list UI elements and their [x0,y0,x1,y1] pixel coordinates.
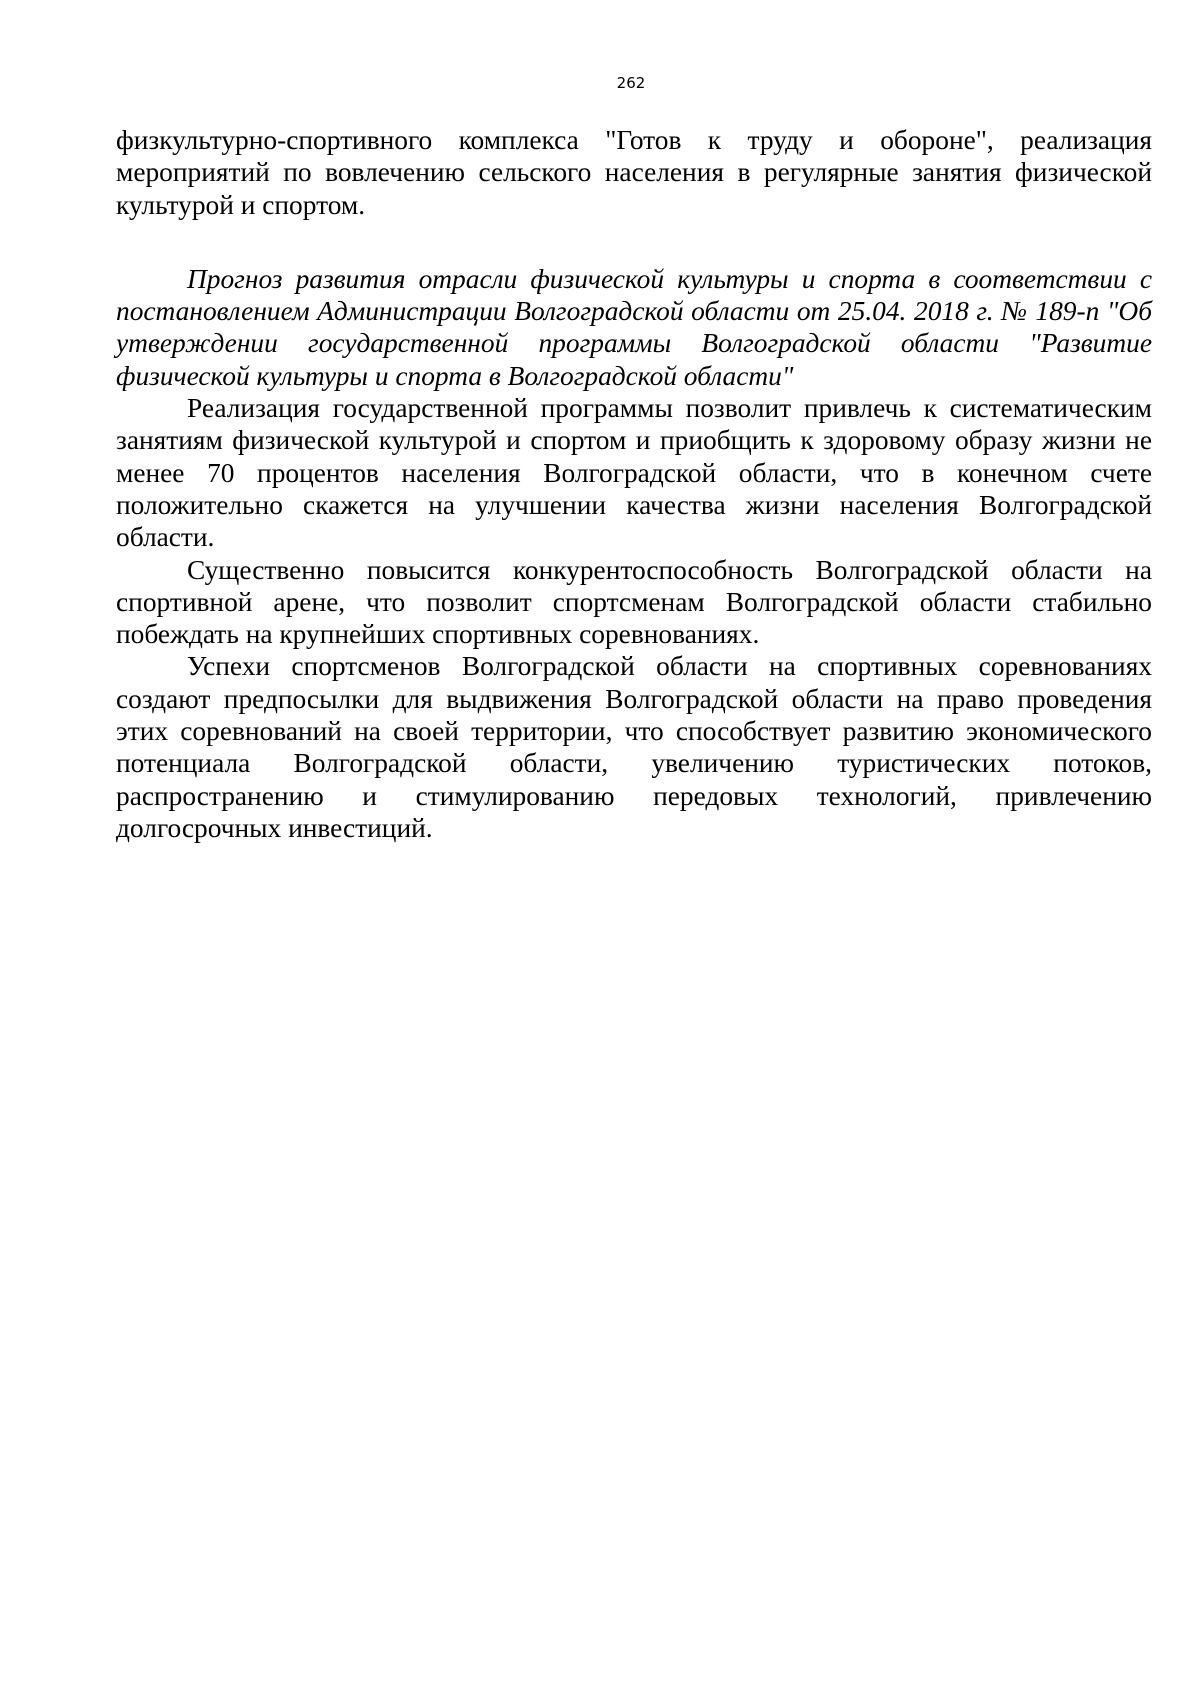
paragraph-2: Существенно повысится конкурентоспособность Волгоградской области на спортивной арене, что позволит спортсменам Волгоградской области стабильно побеждать на крупнейших спортивных соревнованиях. [116,554,1152,650]
document-body [116,124,1152,844]
paragraph-3: Успехи спортсменов Волгоградской области на спортивных соревнованиях создают предпосылки для выдвижения Волгоградской области на право проведения этих соревнований на своей территории, что способствует развитию экономического потенциала Волгоградской области, увеличению туристических потоков, распространению и стимулированию передовых технологий, привлечению долгосрочных инвестиций. [116,651,1152,843]
continuation-paragraph: физкультурно-спортивного комплекса "Готов к труду и обороне", реализация мероприятий по вовлечению сельского населения в регулярные занятия физической культурой и спортом. [116,125,1152,220]
page-number: 262 [616,74,646,92]
paragraph-1: Реализация государственной программы позволит привлечь к систематическим занятиям физической культурой и спортом и приобщить к здоровому образу жизни не менее 70 процентов населения Волгоградской области, что в конечном счете положительно скажется на улучшении качества жизни населения Волгоградской области. [116,393,1152,553]
section-heading: Прогноз развития отрасли физической культуры и спорта в соответствии с постановлением Администрации Волгоградской области от 25.04. 2018 г. № 189-п "Об утверждении государственной программы Волгоградской области "Развитие физической культуры и спорта в Волгоградской области" [116,263,1152,391]
